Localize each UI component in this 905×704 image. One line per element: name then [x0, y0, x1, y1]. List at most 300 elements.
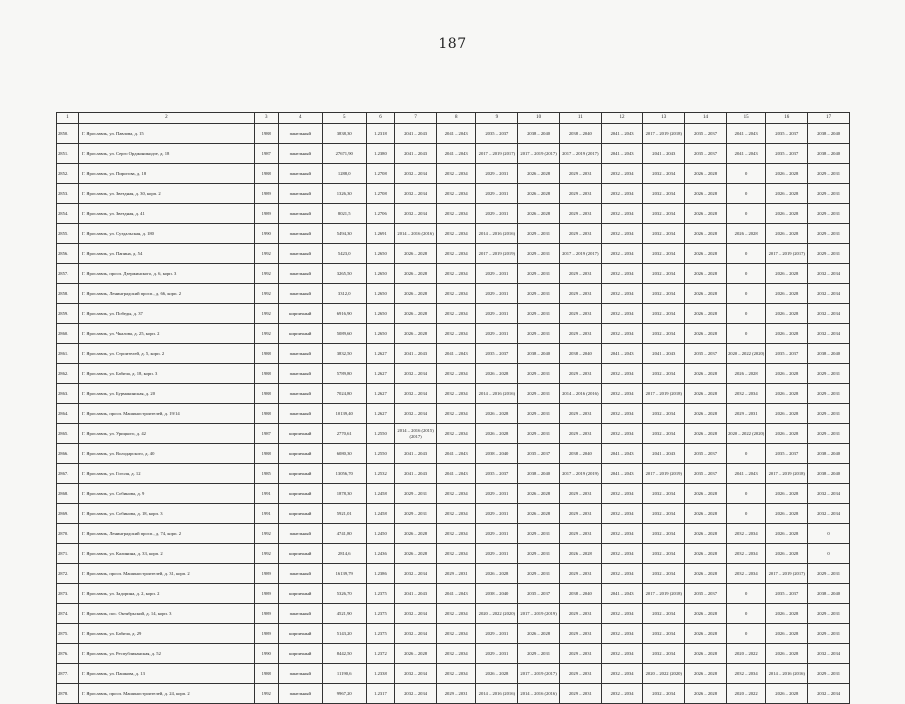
table-cell: 2038 – 2040 [808, 344, 850, 364]
address-cell: Г. Ярославль, просп. Машиностроителей, д. 19/14 [78, 404, 254, 424]
housing-register-table [56, 112, 850, 704]
address-cell: Г. Ярославль, Ленинградский просп., д. 74, корп. 2 [78, 524, 254, 544]
address-cell: Г. Ярославль, ул. Урицкого, д. 42 [78, 424, 254, 444]
table-cell: 2032 – 2034 [436, 164, 476, 184]
table-cell: 2029 – 2031 [559, 264, 601, 284]
table-cell: 0 [726, 244, 766, 264]
table-cell: 1.2627 [366, 384, 395, 404]
table-cell: панельный [278, 344, 322, 364]
table-cell: 2026 – 2028 [766, 484, 808, 504]
address-cell: Г. Ярославль, ул. Папина, д. 54 [78, 244, 254, 264]
table-cell: 2029 – 2031 [808, 364, 850, 384]
table-cell: 1.2706 [366, 204, 395, 224]
table-cell: 3312,0 [322, 284, 366, 304]
table-cell: 2029 – 2031 [518, 324, 560, 344]
table-cell: 2026 – 2028 [685, 184, 727, 204]
table-cell: 2038 – 2040 [808, 144, 850, 164]
table-row [57, 284, 850, 304]
address-cell: Г. Ярославль, ул. Суздальская, д. 180 [78, 224, 254, 244]
table-cell: 2041 – 2043 [601, 464, 643, 484]
table-cell: 1985 [254, 464, 278, 484]
address-cell: Г. Ярославль, ул. Бабича, д. 29 [78, 624, 254, 644]
column-header-9: 9 [476, 113, 518, 124]
table-cell: 2026 – 2028 [476, 564, 518, 584]
table-cell: 2032 – 2034 [601, 564, 643, 584]
table-cell: 1992 [254, 264, 278, 284]
table-cell: 2041 – 2043 [726, 464, 766, 484]
table-cell: 1988 [254, 344, 278, 364]
table-cell: 2032 – 2034 [436, 604, 476, 624]
column-header-2: 2 [78, 113, 254, 124]
table-cell: 2029 – 2031 [518, 404, 560, 424]
table-cell: 2032 – 2034 [643, 364, 685, 384]
table-cell: 2026 – 2028 [766, 164, 808, 184]
table-cell: 2029 – 2031 [559, 224, 601, 244]
table-cell: 2032 – 2034 [726, 664, 766, 684]
table-cell: 1.2386 [366, 564, 395, 584]
address-cell: Г. Ярославль, ул. Победы, д. 37 [78, 304, 254, 324]
table-cell: 2029 – 2031 [476, 204, 518, 224]
table-cell: 2029 – 2031 [518, 284, 560, 304]
table-cell: 2038 – 2040 [808, 124, 850, 144]
table-cell: 1.2317 [366, 684, 395, 704]
table-cell: 1988 [254, 124, 278, 144]
table-cell: 2029 – 2031 [808, 624, 850, 644]
table-cell: 2026 – 2028 [685, 204, 727, 224]
table-cell: 2029 – 2031 [808, 384, 850, 404]
table-cell: 1288,0 [322, 164, 366, 184]
table-cell: 2032 – 2034 [808, 644, 850, 664]
row-number-cell: 2870. [57, 524, 79, 544]
table-cell: 0 [726, 624, 766, 644]
table-cell: 1989 [254, 204, 278, 224]
table-cell: 2038 – 2040 [518, 344, 560, 364]
table-cell: 2032 – 2034 [436, 224, 476, 244]
table-row [57, 264, 850, 284]
table-cell: 5089,60 [322, 324, 366, 344]
table-cell: 2026 – 2028 [685, 484, 727, 504]
table-cell: 1.2380 [366, 144, 395, 164]
table-cell: 2035 – 2037 [476, 464, 518, 484]
table-cell: 1989 [254, 584, 278, 604]
table-cell: 2041 – 2043 [395, 464, 437, 484]
column-header-6: 6 [366, 113, 395, 124]
table-cell: 2035 – 2037 [518, 444, 560, 464]
table-cell: 5423,0 [322, 244, 366, 264]
table-cell: 2026 – 2028 [395, 284, 437, 304]
table-cell: 2032 – 2034 [601, 204, 643, 224]
table-cell: 2017 – 2019 (2017) [518, 144, 560, 164]
address-cell: Г. Ярославль, просп. Машиностроителей, д. 31, корп. 2 [78, 564, 254, 584]
table-cell: 2032 – 2034 [436, 264, 476, 284]
table-cell: 1989 [254, 624, 278, 644]
table-cell: 8442,50 [322, 644, 366, 664]
table-cell: 2026 – 2028 [476, 404, 518, 424]
table-cell: панельный [278, 404, 322, 424]
row-number-cell: 2877. [57, 664, 79, 684]
table-cell: 2032 – 2034 [436, 384, 476, 404]
table-cell: 1.2627 [366, 404, 395, 424]
table-cell: 2035 – 2037 [685, 464, 727, 484]
table-cell: 2032 – 2034 [808, 484, 850, 504]
table-cell: 2032 – 2034 [726, 524, 766, 544]
row-number-cell: 2864. [57, 404, 79, 424]
table-cell: 2032 – 2034 [436, 624, 476, 644]
table-cell: 2026 – 2028 [518, 184, 560, 204]
table-cell: 2029 – 2031 [436, 564, 476, 584]
table-cell: кирпичный [278, 324, 322, 344]
table-cell: 2029 – 2031 [476, 644, 518, 664]
table-cell: 2029 – 2031 [518, 224, 560, 244]
table-cell: 2032 – 2034 [643, 304, 685, 324]
table-cell: 2029 – 2031 [559, 564, 601, 584]
table-cell: 2032 – 2034 [601, 364, 643, 384]
table-row [57, 224, 850, 244]
table-cell: 2026 – 2028 [685, 624, 727, 644]
table-cell: 2038 – 2040 [559, 124, 601, 144]
table-cell: 2032 – 2034 [601, 544, 643, 564]
table-cell: 2032 – 2034 [726, 384, 766, 404]
table-cell: панельный [278, 604, 322, 624]
address-cell: Г. Ярославль, ул. Бабича, д. 18, корп. 3 [78, 364, 254, 384]
table-cell: 2032 – 2034 [643, 564, 685, 584]
table-cell: панельный [278, 384, 322, 404]
address-cell: Г. Ярославль, ул. Собинова, д. 9 [78, 484, 254, 504]
table-cell: 0 [726, 444, 766, 464]
table-cell: 0 [726, 204, 766, 224]
table-cell: 2032 – 2034 [436, 424, 476, 444]
table-cell: 2026 – 2028 [395, 324, 437, 344]
table-cell: 2029 – 2031 [808, 424, 850, 444]
table-cell: 0 [726, 484, 766, 504]
table-cell: 2029 – 2031 [476, 544, 518, 564]
table-cell: 2029 – 2031 [476, 304, 518, 324]
table-cell: 2032 – 2034 [601, 664, 643, 684]
table-cell: 2017 – 2019 (2017) [476, 144, 518, 164]
table-cell: 2035 – 2037 [766, 584, 808, 604]
table-row [57, 504, 850, 524]
table-cell: 1989 [254, 184, 278, 204]
table-cell: 1992 [254, 544, 278, 564]
table-cell: 2026 – 2028 [726, 364, 766, 384]
table-cell: 2029 – 2031 [559, 604, 601, 624]
table-row [57, 364, 850, 384]
table-cell: 2041 – 2043 [601, 124, 643, 144]
table-cell: 2026 – 2028 [766, 424, 808, 444]
column-header-13: 13 [643, 113, 685, 124]
table-cell: панельный [278, 284, 322, 304]
table-cell: 1.2338 [366, 664, 395, 684]
table-cell: 2029 – 2031 [559, 644, 601, 664]
table-cell: 2026 – 2028 [685, 644, 727, 664]
table-row [57, 204, 850, 224]
table-cell: 1988 [254, 364, 278, 384]
table-row [57, 404, 850, 424]
table-cell: 2029 – 2031 [476, 504, 518, 524]
row-number-cell: 2850. [57, 124, 79, 144]
table-cell: 2026 – 2028 [685, 604, 727, 624]
table-cell: 2029 – 2031 [476, 624, 518, 644]
column-header-15: 15 [726, 113, 766, 124]
table-cell: 2041 – 2043 [436, 464, 476, 484]
table-row [57, 624, 850, 644]
table-cell: 2032 – 2034 [808, 324, 850, 344]
table-cell: 2032 – 2034 [643, 224, 685, 244]
table-cell: 2026 – 2028 [766, 504, 808, 524]
table-cell: 2026 – 2028 [685, 524, 727, 544]
address-cell: Г. Ярославль, ул. Собинова, д. 18, корп. 3 [78, 504, 254, 524]
table-cell: 2032 – 2034 [643, 324, 685, 344]
table-cell: 3832,50 [322, 344, 366, 364]
column-header-12: 12 [601, 113, 643, 124]
table-cell: 1988 [254, 404, 278, 424]
table-cell: 4521,90 [322, 604, 366, 624]
table-cell: 2029 – 2031 [559, 184, 601, 204]
table-cell: 2029 – 2031 [476, 524, 518, 544]
row-number-cell: 2852. [57, 164, 79, 184]
table-cell: 2017 – 2019 (2018) [643, 384, 685, 404]
table-cell: 5789,80 [322, 364, 366, 384]
row-number-cell: 2861. [57, 344, 79, 364]
table-cell: 2014 – 2016 (2016) [559, 384, 601, 404]
table-cell: 2026 – 2028 [518, 204, 560, 224]
table-cell: 2026 – 2028 [685, 544, 727, 564]
table-cell: 2026 – 2028 [685, 404, 727, 424]
table-cell: 2032 – 2034 [643, 524, 685, 544]
table-cell: 2029 – 2031 [726, 404, 766, 424]
table-cell: 2032 – 2034 [436, 544, 476, 564]
table-cell: кирпичный [278, 424, 322, 444]
table-cell: 1.2550 [366, 444, 395, 464]
table-cell: 2029 – 2031 [559, 404, 601, 424]
table-cell: 2017 – 2019 (2019) [518, 604, 560, 624]
table-cell: 6080,30 [322, 444, 366, 464]
table-cell: 2035 – 2037 [685, 584, 727, 604]
table-cell: панельный [278, 204, 322, 224]
table-cell: 1.2650 [366, 304, 395, 324]
table-cell: панельный [278, 164, 322, 184]
table-cell: 2029 – 2031 [395, 504, 437, 524]
table-cell: кирпичный [278, 304, 322, 324]
table-cell: 2032 – 2034 [643, 284, 685, 304]
table-row [57, 424, 850, 444]
table-cell: кирпичный [278, 484, 322, 504]
table-cell: 1992 [254, 244, 278, 264]
address-cell: Г. Ярославль, пос. Октябрьский, д. 14, корп. 3 [78, 604, 254, 624]
table-cell: 2017 – 2019 (2017) [766, 564, 808, 584]
table-cell: 2029 – 2031 [518, 364, 560, 384]
table-cell: 2032 – 2034 [436, 244, 476, 264]
column-header-11: 11 [559, 113, 601, 124]
table-cell: 2026 – 2028 [395, 264, 437, 284]
table-cell: 2026 – 2028 [685, 684, 727, 704]
table-cell: 1990 [254, 644, 278, 664]
table-cell: 0 [726, 604, 766, 624]
header-row [57, 113, 850, 124]
table-cell: 2032 – 2034 [726, 564, 766, 584]
table-cell: 2020 – 2022 (2020) [643, 664, 685, 684]
table-cell: 2026 – 2028 [395, 244, 437, 264]
table-cell: 2041 – 2043 [395, 144, 437, 164]
table-cell: 2035 – 2037 [476, 344, 518, 364]
table-row [57, 684, 850, 704]
table-cell: 2020 – 2022 [726, 644, 766, 664]
table-cell: кирпичный [278, 584, 322, 604]
table-cell: 1989 [254, 564, 278, 584]
table-cell: 5494,30 [322, 224, 366, 244]
table-cell: 2032 – 2034 [395, 684, 437, 704]
table-cell: 2038 – 2040 [559, 584, 601, 604]
table-cell: 1991 [254, 484, 278, 504]
table-cell: 2032 – 2034 [601, 604, 643, 624]
table-cell: 16139,79 [322, 564, 366, 584]
table-cell: 2029 – 2031 [476, 484, 518, 504]
table-cell: 2041 – 2043 [726, 144, 766, 164]
table-cell: 2041 – 2043 [436, 144, 476, 164]
table-row [57, 604, 850, 624]
row-number-cell: 2858. [57, 284, 79, 304]
table-cell: 2026 – 2028 [766, 524, 808, 544]
row-number-cell: 2867. [57, 464, 79, 484]
table-cell: 2026 – 2028 [766, 684, 808, 704]
row-number-cell: 2863. [57, 384, 79, 404]
table-cell: 2026 – 2028 [685, 284, 727, 304]
table-cell: 2038 – 2040 [476, 444, 518, 464]
table-cell: 2029 – 2031 [518, 524, 560, 544]
table-cell: 2041 – 2043 [436, 444, 476, 464]
table-cell: 2032 – 2034 [601, 304, 643, 324]
table-cell: панельный [278, 684, 322, 704]
table-cell: 2029 – 2031 [559, 204, 601, 224]
table-cell: 2038 – 2040 [808, 584, 850, 604]
table-row [57, 664, 850, 684]
table-cell: 2020 – 2022 (2020) [726, 344, 766, 364]
address-cell: Г. Ярославль, просп. Дзержинского, д. 6, корп. 3 [78, 264, 254, 284]
table-cell: 2020 – 2022 (2020) [476, 604, 518, 624]
table-cell: 2041 – 2043 [643, 444, 685, 464]
table-cell: 10139,40 [322, 404, 366, 424]
table-cell: 0 [726, 184, 766, 204]
row-number-cell: 2862. [57, 364, 79, 384]
table-cell: кирпичный [278, 504, 322, 524]
table-cell: 2026 – 2028 [766, 384, 808, 404]
table-cell: 2017 – 2019 (2019) [476, 244, 518, 264]
table-cell: 1.2372 [366, 644, 395, 664]
table-cell: 2032 – 2034 [601, 424, 643, 444]
row-number-cell: 2851. [57, 144, 79, 164]
column-header-3: 3 [254, 113, 278, 124]
table-cell: 1.2650 [366, 324, 395, 344]
table-cell: 2026 – 2028 [685, 264, 727, 284]
table-cell: 2032 – 2034 [726, 544, 766, 564]
table-cell: 1.2650 [366, 264, 395, 284]
table-cell: 2041 – 2043 [601, 444, 643, 464]
table-cell: 2029 – 2031 [808, 564, 850, 584]
table-cell: 1878,30 [322, 484, 366, 504]
address-cell: Г. Ярославль, ул. Задорина, д. 2, корп. 2 [78, 584, 254, 604]
table-cell: 2041 – 2043 [395, 444, 437, 464]
table-cell: 7024,80 [322, 384, 366, 404]
table-cell: панельный [278, 564, 322, 584]
table-cell: 2020 – 2022 [726, 684, 766, 704]
row-number-cell: 2857. [57, 264, 79, 284]
table-cell: 2014 – 2016 (2015)(2017) [395, 424, 437, 444]
table-cell: 2014 – 2016 (2016) [395, 224, 437, 244]
table-cell: 2014 – 2016 (2016) [476, 684, 518, 704]
table-cell: 2029 – 2031 [476, 164, 518, 184]
table-cell: 2029 – 2031 [559, 284, 601, 304]
table-cell: 2026 – 2028 [766, 324, 808, 344]
table-cell: 1.2627 [366, 344, 395, 364]
table-cell: 2026 – 2028 [685, 224, 727, 244]
row-number-cell: 2854. [57, 204, 79, 224]
table-cell: 2026 – 2028 [766, 624, 808, 644]
table-cell: 11190,6 [322, 664, 366, 684]
page-number: 187 [438, 36, 467, 52]
table-cell: 2029 – 2031 [436, 684, 476, 704]
table-cell: 2026 – 2028 [476, 424, 518, 444]
table-cell: 1.2375 [366, 604, 395, 624]
table-cell: 2032 – 2034 [395, 564, 437, 584]
table-row [57, 304, 850, 324]
table-cell: 2032 – 2034 [601, 624, 643, 644]
table-cell: 2026 – 2028 [685, 244, 727, 264]
table-cell: 8021,5 [322, 204, 366, 224]
table-cell: 1.2691 [366, 224, 395, 244]
table-cell: 2041 – 2043 [395, 344, 437, 364]
table-cell: 2032 – 2034 [601, 164, 643, 184]
table-cell: 2035 – 2037 [766, 444, 808, 464]
table-cell: панельный [278, 124, 322, 144]
table-cell: 2032 – 2034 [395, 604, 437, 624]
row-number-cell: 2866. [57, 444, 79, 464]
table-cell: 1989 [254, 604, 278, 624]
table-cell: 2026 – 2028 [766, 404, 808, 424]
table-cell: 2041 – 2043 [601, 584, 643, 604]
table-cell: 2032 – 2034 [643, 404, 685, 424]
table-cell: 2017 – 2019 (2017) [766, 244, 808, 264]
address-cell: Г. Ярославль, ул. Пашкова, д. 13 [78, 664, 254, 684]
table-cell: 2026 – 2028 [685, 504, 727, 524]
table-cell: 2038 – 2040 [476, 584, 518, 604]
table-cell: 2032 – 2034 [643, 684, 685, 704]
table-cell: 2032 – 2034 [601, 244, 643, 264]
table-cell: 1988 [254, 444, 278, 464]
address-cell: Г. Ярославль, ул. Володарского, д. 40 [78, 444, 254, 464]
table-row [57, 124, 850, 144]
table-cell: 2032 – 2034 [643, 244, 685, 264]
table-row [57, 444, 850, 464]
table-cell: 2038 – 2040 [559, 344, 601, 364]
table-row [57, 344, 850, 364]
table-cell: 2029 – 2031 [559, 684, 601, 704]
table-cell: 2038 – 2040 [808, 444, 850, 464]
table-row [57, 484, 850, 504]
table-cell: 2026 – 2028 [476, 364, 518, 384]
table-cell: 3265,50 [322, 264, 366, 284]
table-cell: 2032 – 2034 [643, 604, 685, 624]
table-cell: 2032 – 2034 [436, 644, 476, 664]
table-cell: 1.2375 [366, 624, 395, 644]
table-cell: 2038 – 2040 [518, 124, 560, 144]
table-row [57, 564, 850, 584]
table-cell: 2029 – 2031 [518, 384, 560, 404]
table-cell: 2026 – 2028 [476, 664, 518, 684]
table-cell: 2041 – 2043 [436, 124, 476, 144]
table-cell: 2026 – 2028 [518, 624, 560, 644]
column-header-5: 5 [322, 113, 366, 124]
table-cell: 2032 – 2034 [601, 504, 643, 524]
